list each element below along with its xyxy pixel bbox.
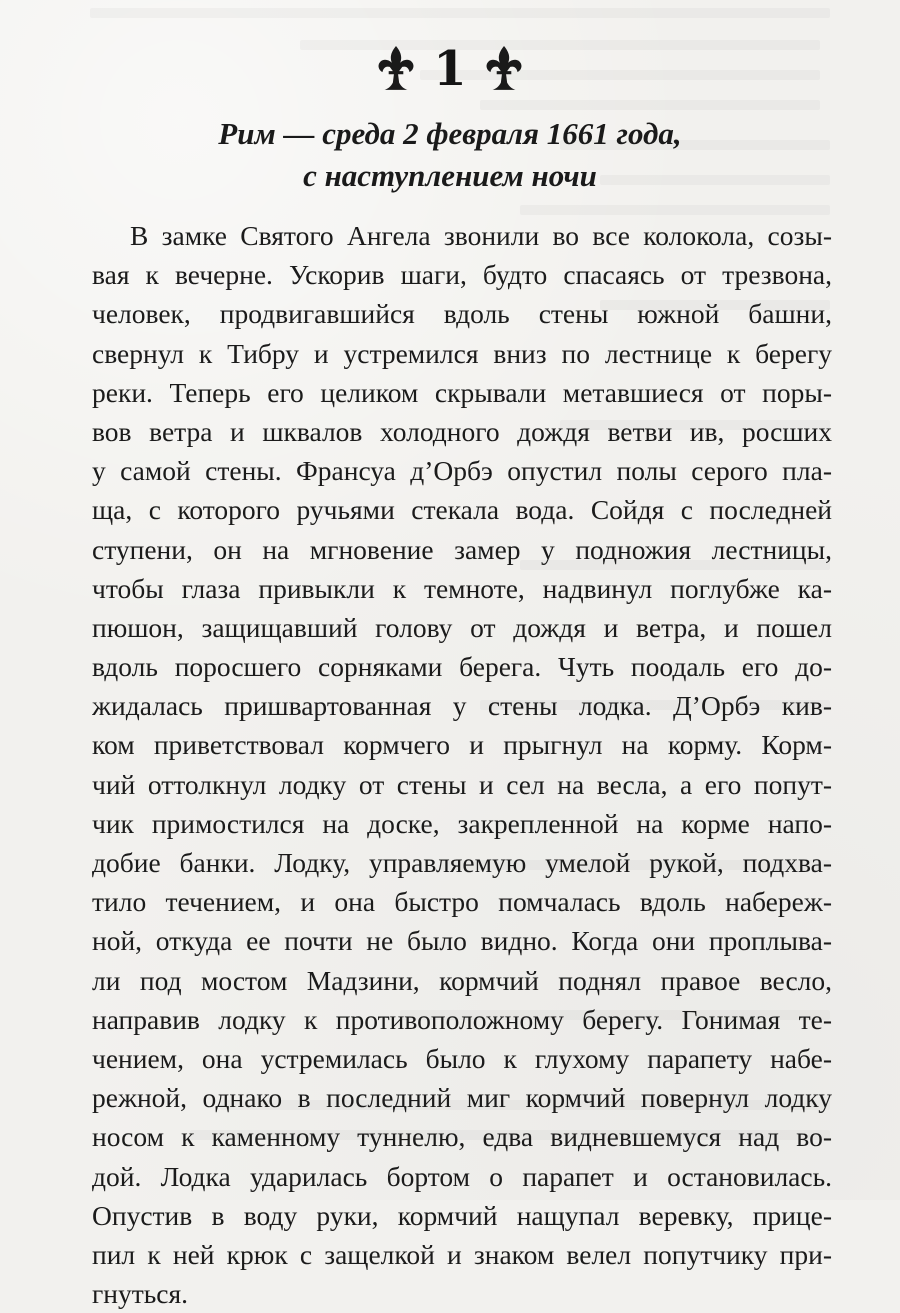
chapter-heading xyxy=(0,42,900,96)
text-line: добие банки. Лодку, управляемую умелой рукой, подхва- xyxy=(92,847,832,878)
text-line: у самой стены. Франсуа д’Орбэ опустил полы серого пла- xyxy=(92,455,832,487)
text-line: ли под мостом Мадзини, кормчий поднял правое весло, xyxy=(92,964,832,996)
text-line: вов ветра и шквалов холодного дождя ветви ив, росших xyxy=(92,415,832,447)
text-line: гнуться. xyxy=(92,1278,189,1310)
text-line: ступени, он на мгновение замер у подножия лестницы, xyxy=(92,533,832,565)
text-line: человек, продвигавшийся вдоль стены южной башни, xyxy=(92,298,832,330)
text-line: чий оттолкнул лодку от стены и сел на весла, а его попут- xyxy=(92,768,832,800)
fleur-de-lis-icon-right xyxy=(483,45,525,93)
text-line: чик примостился на доске, закрепленной на корме напо- xyxy=(92,807,832,839)
text-line: пюшон, защищавший голову от дождя и ветра, и пошел xyxy=(92,611,832,643)
text-line: ком приветствовал кормчего и прыгнул на корму. Корм- xyxy=(92,729,832,761)
text-line: вдоль поросшего сорняками берега. Чуть поодаль его до- xyxy=(92,651,832,683)
text-line: ща, с которого ручьями стекала вода. Сойдя с последней xyxy=(92,494,832,526)
text-line: свернул к Тибру и устремился вниз по лестнице к берегу xyxy=(92,337,832,369)
chapter-subtitle-line-2: с наступлением ночи xyxy=(303,158,597,193)
text-line: пил к ней крюк с защелкой и знаком велел попутчику при- xyxy=(92,1238,832,1270)
text-line: дой. Лодка ударилась бортом о парапет и остановилась. xyxy=(92,1160,832,1192)
text-line: В замке Святого Ангела звонили во все колокола, созы- xyxy=(130,220,832,251)
chapter-subtitle-line-1: Рим — среда 2 февраля 1661 года, xyxy=(218,116,682,151)
text-line: чтобы глаза привыкли к темноте, надвинул поглубже ка- xyxy=(92,572,832,604)
text-line: направив лодку к противоположному берегу. Гонимая те- xyxy=(92,1003,832,1035)
text-line: реки. Теперь его целиком скрывали метавшиеся от поры- xyxy=(92,376,832,408)
text-line: ной, откуда ее почти не было видно. Когда они проплыва- xyxy=(92,925,832,957)
fleur-de-lis-icon-left xyxy=(375,45,417,93)
text-line: Опустив в воду руки, кормчий нащупал веревку, прице- xyxy=(92,1199,832,1231)
body-text xyxy=(92,216,832,1313)
text-line: вая к вечерне. Ускорив шаги, будто спасаясь от трезвона, xyxy=(92,259,832,291)
text-line: чением, она устремилась было к глухому парапету набе- xyxy=(92,1042,832,1074)
text-line: жидалась пришвартованная у стены лодка. Д’Орбэ кив- xyxy=(92,690,832,722)
text-line: тило течением, и она быстро помчалась вдоль набереж- xyxy=(92,886,832,918)
text-line: носом к каменному туннелю, едва видневшемуся над во- xyxy=(92,1121,832,1153)
text-line: режной, однако в последний миг кормчий повернул лодку xyxy=(92,1082,832,1114)
chapter-number: 1 xyxy=(433,41,467,97)
